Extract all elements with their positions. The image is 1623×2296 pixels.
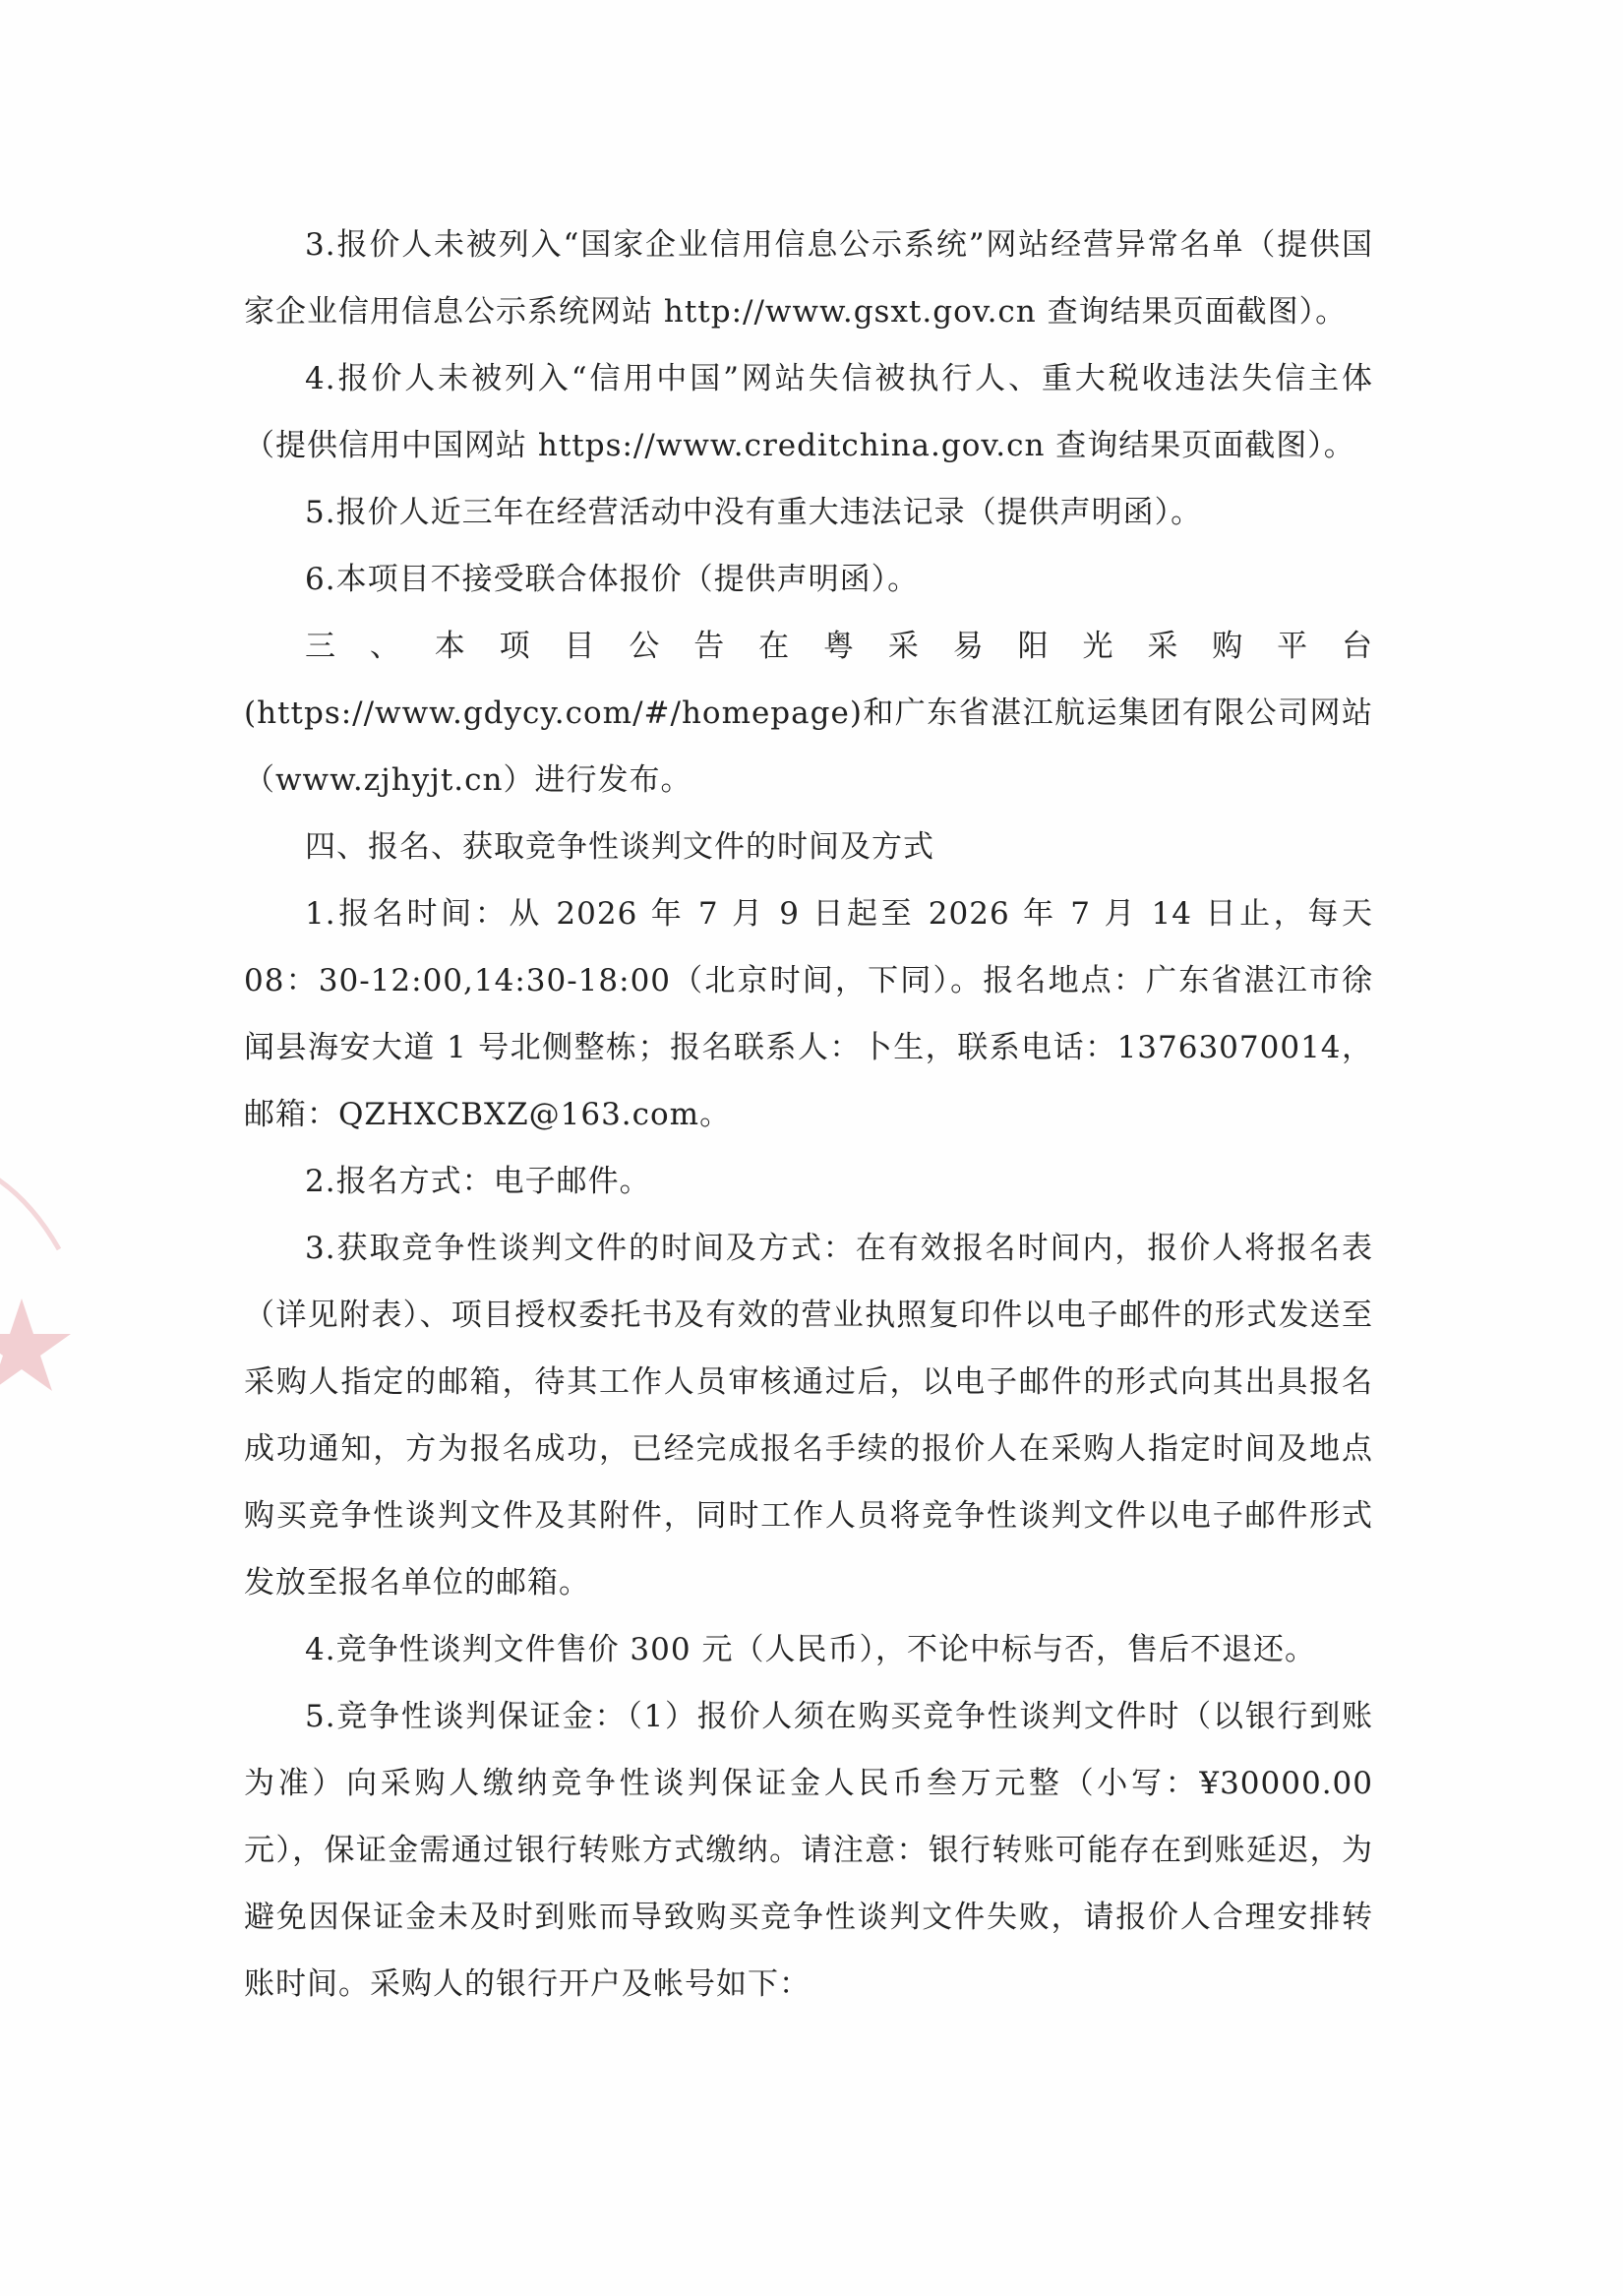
- document-body: [244, 211, 1373, 2018]
- paragraph-item-4: 4.报价人未被列入“信用中国”网站失信被执行人、重大税收违法失信主体（提供信用中国网站 https://www.creditchina.gov.cn 查询结果页面截图）。: [244, 361, 1373, 463]
- paragraph-document-price: 4.竞争性谈判文件售价 300 元（人民币），不论中标与否，售后不退还。: [305, 1632, 1316, 1667]
- paragraph-item-3: 3.报价人未被列入“国家企业信用信息公示系统”网站经营异常名单（提供国家企业信用信息公示系统网站 http://www.gsxt.gov.cn 查询结果页面截图）。: [244, 227, 1373, 330]
- paragraph-item-6: 6.本项目不接受联合体报价（提供声明函）。: [305, 562, 920, 597]
- paragraph-section-3: 三、本项目公告在粤采易阳光采购平台(https://www.gdycy.com/#/homepage)和广东省湛江航运集团有限公司网站（www.zjhyjt.cn）进行发布。: [244, 629, 1373, 798]
- section-heading-4: 四、报名、获取竞争性谈判文件的时间及方式: [305, 829, 934, 865]
- paragraph-registration-time: 1.报名时间：从 2026 年 7 月 9 日起至 2026 年 7 月 14 日止，每天 08：30-12:00,14:30-18:00（北京时间，下同）。报名地点：广东省湛江市徐闻县海安大道 1 号北侧整栋；报名联系人：卜生，联系电话：13763070014，邮箱：QZHXCBXZ@163.com。: [244, 896, 1373, 1132]
- paragraph-deposit: 5.竞争性谈判保证金：（1）报价人须在购买竞争性谈判文件时（以银行到账为准）向采购人缴纳竞争性谈判保证金人民币叁万元整（小写：¥30000.00 元），保证金需通过银行转账方式缴纳。请注意：银行转账可能存在到账延迟，为避免因保证金未及时到账而导致购买竞争性谈判文件失败，请报价人合理安排转账时间。采购人的银行开户及帐号如下：: [244, 1699, 1373, 2002]
- paragraph-registration-method: 2.报名方式：电子邮件。: [305, 1164, 651, 1199]
- seal-stamp-fragment: [0, 1141, 108, 1397]
- paragraph-item-5: 5.报价人近三年在经营活动中没有重大违法记录（提供声明函）。: [305, 495, 1203, 530]
- paragraph-obtain-documents: 3.获取竞争性谈判文件的时间及方式：在有效报名时间内，报价人将报名表（详见附表）、项目授权委托书及有效的营业执照复印件以电子邮件的形式发送至采购人指定的邮箱，待其工作人员审核通过后，以电子邮件的形式向其出具报名成功通知，方为报名成功，已经完成报名手续的报价人在采购人指定时间及地点购买竞争性谈判文件及其附件，同时工作人员将竞争性谈判文件以电子邮件形式发放至报名单位的邮箱。: [244, 1231, 1373, 1601]
